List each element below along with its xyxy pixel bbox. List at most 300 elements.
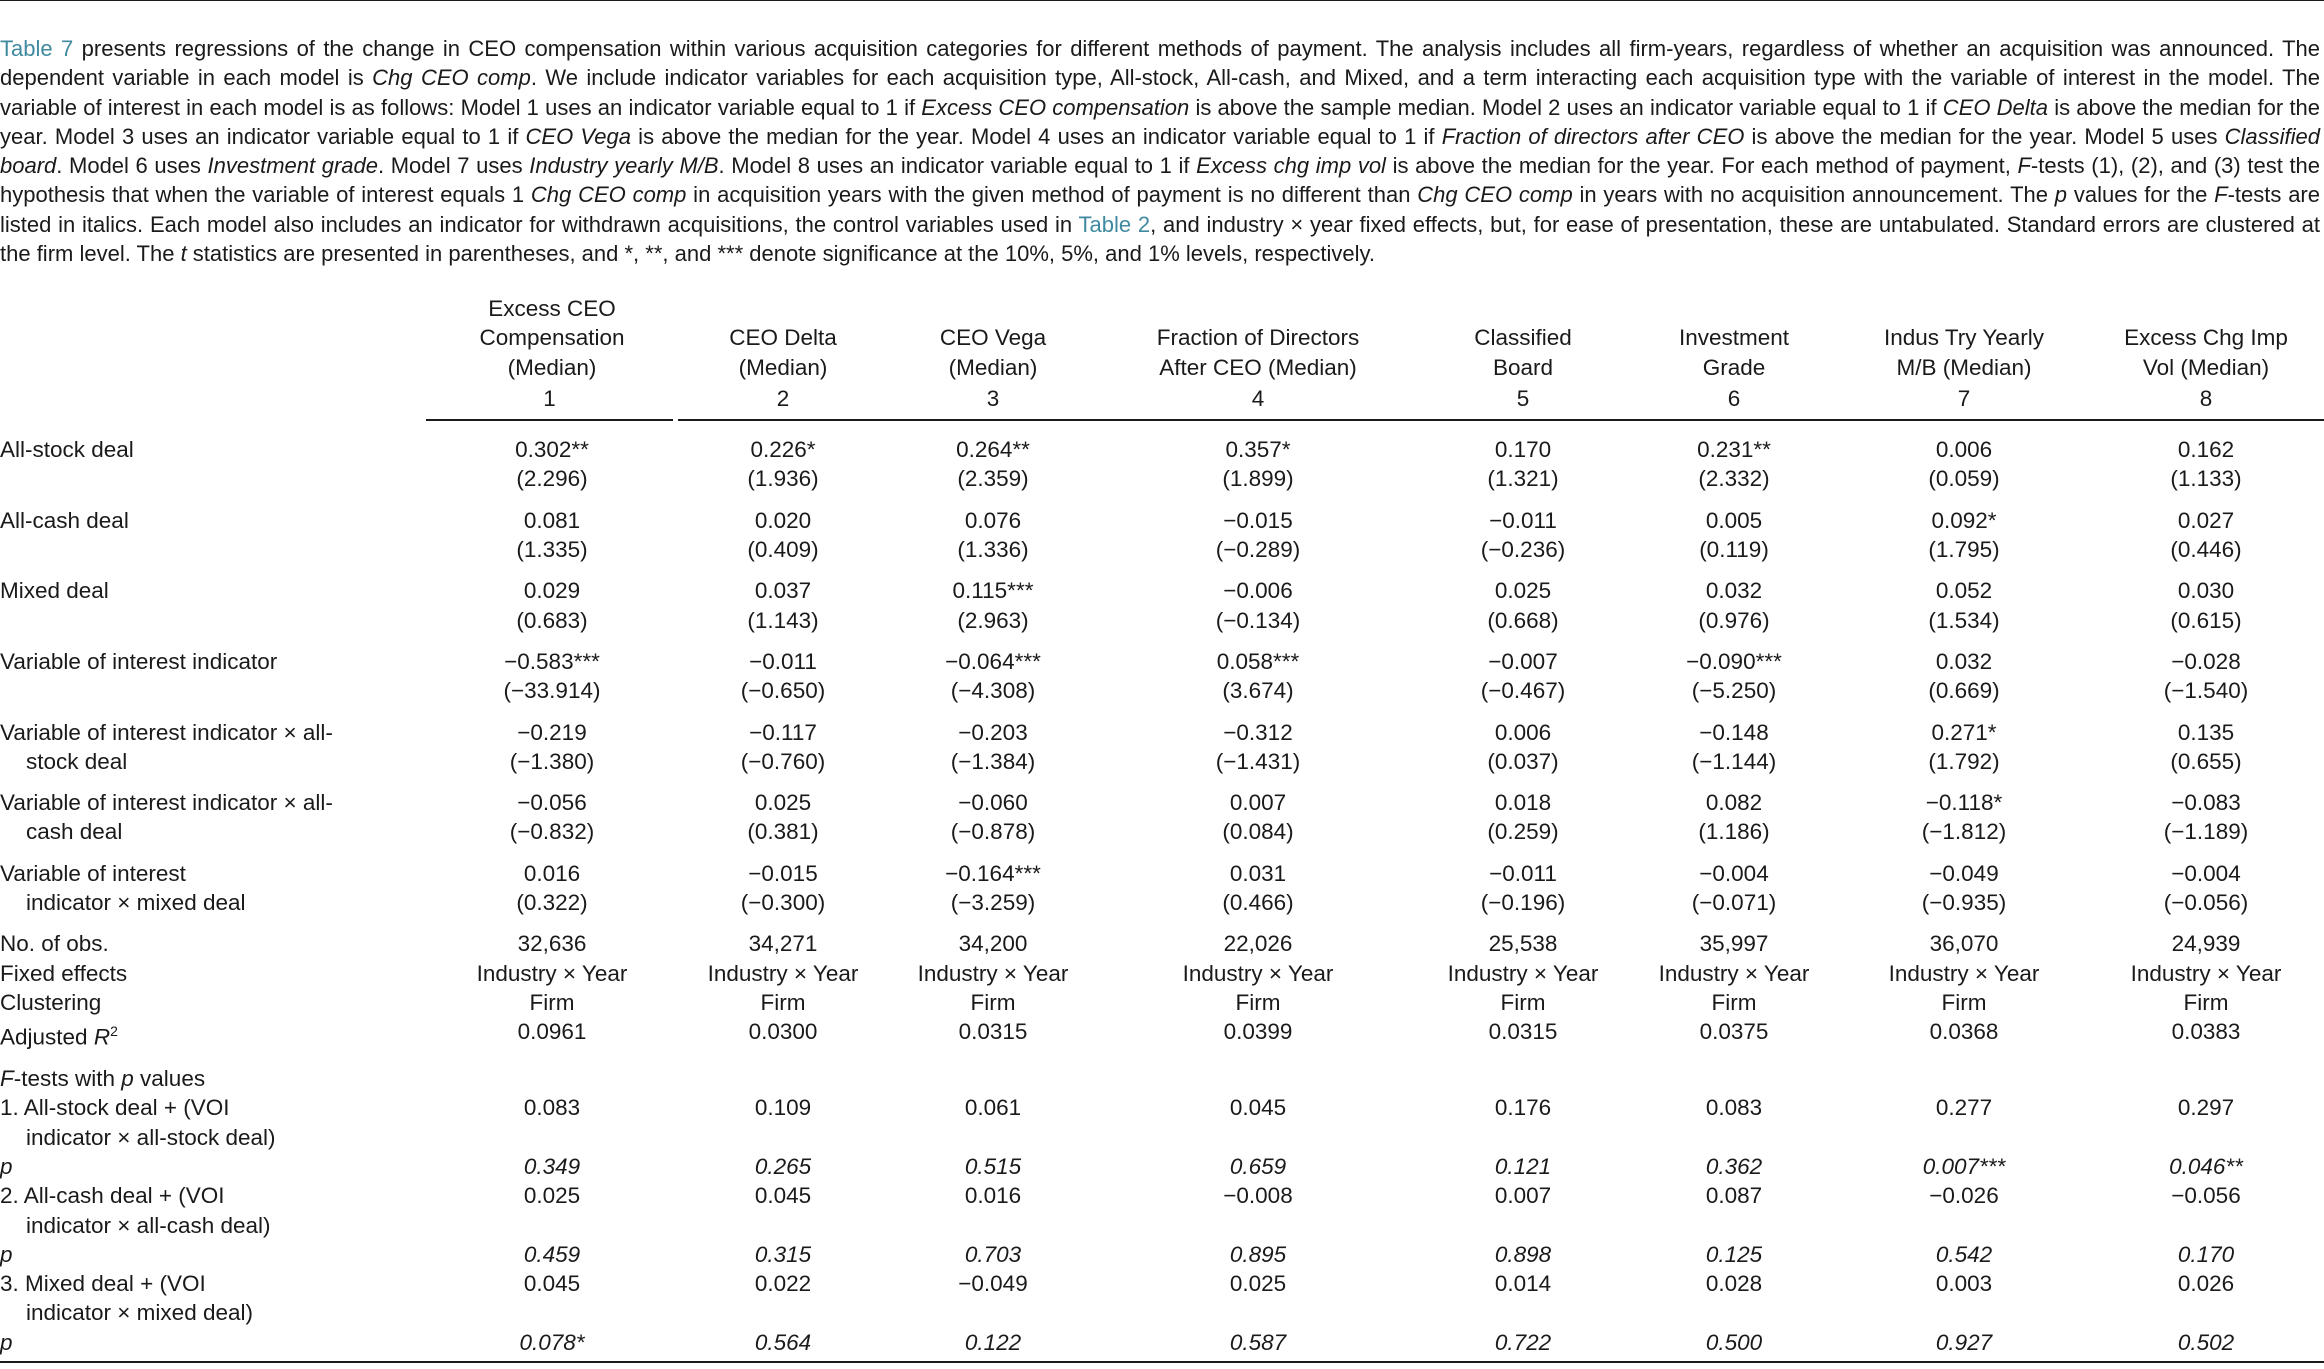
p-label: p xyxy=(0,1241,13,1267)
ftests-title-italic: p xyxy=(121,1066,134,1092)
row-label-line: Variable of interest xyxy=(0,860,186,886)
ftest-p-row xyxy=(0,1152,2324,1181)
ftests-title-italic: F xyxy=(0,1066,14,1092)
coef-cell: 0.052 xyxy=(1935,578,1993,604)
stat-cell: 0.0961 xyxy=(517,1019,587,1045)
ftest-label xyxy=(0,1093,426,1152)
p-value-cell: 0.502 xyxy=(2177,1329,2235,1355)
column-header-6: Investment xyxy=(1678,325,1790,351)
coef-cell: 0.135 xyxy=(2177,719,2235,745)
caption-text: values for the xyxy=(2067,182,2215,208)
coef-cell: 0.081 xyxy=(523,507,581,533)
stat-label: No. of obs. xyxy=(0,931,109,957)
row-label-line: Variable of interest indicator × all- xyxy=(0,790,333,816)
ftest-value-cell: 0.014 xyxy=(1494,1271,1552,1297)
caption-italic: Investment grade xyxy=(207,153,378,179)
caption-text: in acquisition years with the given method of payment is no different than xyxy=(686,182,1418,208)
tstat-cell: (0.669) xyxy=(1928,678,2000,704)
caption-text: in years with no acquisition announcement. The xyxy=(1572,182,2055,208)
coef-cell: −0.004 xyxy=(1699,860,1769,886)
column-header-2: (Median) xyxy=(738,354,828,380)
ftest-value-cell: −0.008 xyxy=(1223,1183,1293,1209)
coef-cell: 0.025 xyxy=(1494,578,1552,604)
ftest-value-cell: 0.277 xyxy=(1935,1095,1993,1121)
coef-cell: 0.031 xyxy=(1229,860,1287,886)
stat-cell: 0.0399 xyxy=(1223,1019,1293,1045)
column-number-3: 3 xyxy=(888,384,1098,421)
ftest-value-cell: 0.061 xyxy=(964,1095,1022,1121)
coef-cell: −0.148 xyxy=(1699,719,1769,745)
ftest-label-line: 1. All-stock deal + (VOI xyxy=(0,1095,230,1121)
tstat-cell: (−1.540) xyxy=(2163,678,2249,704)
column-header-4 xyxy=(1098,294,1418,323)
caption-italic: F xyxy=(2214,182,2228,208)
ftest-value-cell: 0.109 xyxy=(754,1095,812,1121)
coef-cell: 0.037 xyxy=(754,578,812,604)
column-header-1: (Median) xyxy=(507,354,597,380)
tstat-cell: (1.321) xyxy=(1487,466,1559,492)
column-header-4: After CEO (Median) xyxy=(1159,354,1357,380)
ftest-value-cell: 0.022 xyxy=(754,1271,812,1297)
coef-cell: −0.015 xyxy=(748,860,818,886)
table-caption xyxy=(0,34,2320,268)
ftest-value-cell: 0.083 xyxy=(523,1095,581,1121)
tstat-cell: (1.534) xyxy=(1928,607,2000,633)
coef-cell: −0.083 xyxy=(2171,790,2241,816)
p-value-cell: 0.046** xyxy=(2169,1153,2243,1179)
stat-cell: Firm xyxy=(2183,989,2229,1015)
column-header-4: Fraction of Directors xyxy=(1156,325,1360,351)
row-label-line: All-stock deal xyxy=(0,437,134,463)
caption-text: . Model 7 uses xyxy=(378,153,530,179)
tstat-cell: (0.466) xyxy=(1222,890,1294,916)
stat-cell: 34,271 xyxy=(748,931,818,957)
ftest-p-row xyxy=(0,1240,2324,1269)
p-value-cell: 0.362 xyxy=(1705,1153,1763,1179)
caption-italic: CEO Delta xyxy=(1942,94,2048,120)
column-header-8: Vol (Median) xyxy=(2142,354,2270,380)
coef-cell: 0.032 xyxy=(1705,578,1763,604)
coef-cell: 0.006 xyxy=(1494,719,1552,745)
ftest-value-cell: −0.049 xyxy=(958,1271,1028,1297)
ftest-value-cell: 0.016 xyxy=(964,1183,1022,1209)
ftests-title-text: -tests with xyxy=(13,1066,122,1092)
column-number-5: 5 xyxy=(1418,384,1628,421)
regression-table xyxy=(0,294,2324,1357)
stat-cell: 35,997 xyxy=(1699,931,1769,957)
coef-cell: −0.006 xyxy=(1223,578,1293,604)
tstat-cell: (−0.300) xyxy=(740,890,826,916)
column-number-4: 4 xyxy=(1098,384,1418,421)
coef-cell: −0.060 xyxy=(958,790,1028,816)
column-number-7: 7 xyxy=(1840,384,2088,421)
coef-cell: −0.312 xyxy=(1223,719,1293,745)
ftest-value-cell: 0.007 xyxy=(1494,1183,1552,1209)
header-row xyxy=(0,323,2324,352)
column-header-2: CEO Delta xyxy=(729,325,837,351)
ftest-value-cell: 0.045 xyxy=(1229,1095,1287,1121)
ftest-label-line: 2. All-cash deal + (VOI xyxy=(0,1183,225,1209)
stat-cell: 36,070 xyxy=(1929,931,1999,957)
coef-cell: 0.006 xyxy=(1935,437,1993,463)
ftest-value-cell: 0.025 xyxy=(1229,1271,1287,1297)
tstat-cell: (−0.878) xyxy=(950,819,1036,845)
ftest-value-cell: 0.026 xyxy=(2177,1271,2235,1297)
header-spacer xyxy=(0,323,426,352)
coef-cell: 0.016 xyxy=(523,860,581,886)
coef-cell: −0.118* xyxy=(1925,790,2003,816)
stat-row xyxy=(0,959,2324,988)
stat-label: Fixed effects xyxy=(0,960,128,986)
table-row xyxy=(0,776,2324,817)
coef-cell: −0.056 xyxy=(517,790,587,816)
tstat-cell: (0.976) xyxy=(1698,607,1770,633)
column-number-6: 6 xyxy=(1628,384,1840,421)
ftests-title-text: values xyxy=(133,1066,206,1092)
column-number-cell xyxy=(1418,382,1628,421)
coef-cell: 0.058*** xyxy=(1216,648,1300,674)
column-header-3 xyxy=(888,294,1098,323)
ftest-value-cell: 0.045 xyxy=(754,1183,812,1209)
tstat-cell: (−0.650) xyxy=(740,678,826,704)
coef-cell: −0.064*** xyxy=(945,648,1041,674)
stat-cell: Industry × Year xyxy=(2130,960,2282,986)
stat-row xyxy=(0,1017,2324,1052)
column-header-1: Compensation xyxy=(479,325,625,351)
ftest-label xyxy=(0,1269,426,1328)
tstat-cell: (0.084) xyxy=(1222,819,1294,845)
column-header-1: Excess CEO xyxy=(488,296,616,321)
coef-cell: 0.020 xyxy=(754,507,812,533)
p-value-cell: 0.564 xyxy=(754,1329,812,1355)
ftest-label-line: indicator × all-stock deal) xyxy=(26,1124,276,1150)
p-value-cell: 0.125 xyxy=(1705,1241,1763,1267)
table-row xyxy=(0,564,2324,605)
caption-text: presents regressions of the change in CEO compensation within various acquisition categories for different methods of payment. The analysis includes all firm-years, regardless of whether an acquisition was announced. The dependent variable in each model is xyxy=(0,36,2320,91)
tstat-cell: (−0.467) xyxy=(1480,678,1566,704)
header-row xyxy=(0,353,2324,382)
coef-cell: 0.115*** xyxy=(952,578,1034,604)
caption-italic: Excess chg imp vol xyxy=(1196,153,1386,179)
coef-cell: 0.007 xyxy=(1229,790,1287,816)
p-value-cell: 0.515 xyxy=(964,1153,1022,1179)
header-spacer xyxy=(0,382,426,421)
column-header-6 xyxy=(1628,294,1840,323)
stat-cell: 24,939 xyxy=(2171,931,2241,957)
header-row xyxy=(0,294,2324,323)
stat-cell: Firm xyxy=(760,989,806,1015)
caption-italic: Chg CEO comp xyxy=(1417,182,1573,208)
caption-italic: F xyxy=(2017,153,2031,179)
tstat-cell: (1.792) xyxy=(1928,748,2000,774)
column-number-cell xyxy=(1628,382,1840,421)
tstat-cell: (1.795) xyxy=(1928,537,2000,563)
caption-italic: Chg CEO comp xyxy=(372,65,531,91)
p-value-cell: 0.587 xyxy=(1229,1329,1287,1355)
tstat-cell: (1.133) xyxy=(2170,466,2242,492)
p-value-cell: 0.895 xyxy=(1229,1241,1287,1267)
ftest-label-line: indicator × mixed deal) xyxy=(26,1300,253,1326)
stat-cell: Industry × Year xyxy=(1182,960,1334,986)
column-number-cell xyxy=(426,382,678,421)
column-number-row xyxy=(0,382,2324,421)
column-header-6: Grade xyxy=(1702,354,1766,380)
caption-text: statistics are presented in parentheses, and *, **, and *** denote significance at the 10%, 5%, and 1% levels, respectively. xyxy=(186,241,1375,267)
caption-text: -tests are listed in italics. Each model also includes an indicator for withdrawn acquisitions, the control variables used in xyxy=(0,182,2320,237)
tstat-cell: (1.899) xyxy=(1222,466,1294,492)
ftest-label-line: 3. Mixed deal + (VOI xyxy=(0,1271,206,1297)
stat-cell: 0.0315 xyxy=(958,1019,1028,1045)
caption-text: is above the median for the year. For each method of payment, xyxy=(1385,153,2018,179)
row-label xyxy=(0,706,426,777)
p-value-cell: 0.542 xyxy=(1935,1241,1993,1267)
row-label-line: indicator × mixed deal xyxy=(26,890,246,916)
ftest-value-cell: 0.025 xyxy=(523,1183,581,1209)
coef-cell: 0.271* xyxy=(1931,719,1997,745)
coef-cell: 0.226* xyxy=(750,437,816,463)
tstat-cell: (−1.189) xyxy=(2163,819,2249,845)
stat-cell: 0.0375 xyxy=(1699,1019,1769,1045)
row-label-line: Variable of interest indicator xyxy=(0,648,278,674)
tstat-cell: (−0.071) xyxy=(1691,890,1777,916)
coef-cell: −0.583*** xyxy=(504,648,600,674)
caption-italic: Classified board xyxy=(0,123,2321,179)
p-value-cell: 0.349 xyxy=(523,1153,581,1179)
stat-cell: 32,636 xyxy=(517,931,587,957)
caption-text: . We include indicator variables for each acquisition type, All-stock, All-cash, and Mixed, and a term interacting each acquisition type with the variable of interest in the model. The variable of interest in each model is as follows: Model 1 uses an indicator variable equal to 1 if xyxy=(0,65,2320,120)
caption-text: is above the sample median. Model 2 uses an indicator variable equal to 1 if xyxy=(1189,94,1943,120)
tstat-cell: (2.332) xyxy=(1698,466,1770,492)
table-2-link[interactable]: Table 2 xyxy=(1078,211,1151,237)
caption-text: . Model 6 uses xyxy=(56,153,208,179)
stat-cell: 0.0368 xyxy=(1929,1019,1999,1045)
tstat-cell: (−1.380) xyxy=(509,748,595,774)
bottom-rule xyxy=(0,1361,2324,1363)
column-header-7: Indus Try Yearly xyxy=(1883,325,2045,351)
column-number-cell xyxy=(1840,382,2088,421)
tstat-cell: (0.322) xyxy=(516,890,588,916)
coef-cell: 0.025 xyxy=(754,790,812,816)
table-row xyxy=(0,706,2324,747)
stat-cell: Industry × Year xyxy=(1888,960,2040,986)
ftest-value-cell: 0.028 xyxy=(1705,1271,1763,1297)
p-value-cell: 0.703 xyxy=(964,1241,1022,1267)
stat-label: Clustering xyxy=(0,989,102,1015)
p-value-cell: 0.500 xyxy=(1705,1329,1763,1355)
row-label-line: stock deal xyxy=(26,748,128,774)
tstat-cell: (−4.308) xyxy=(950,678,1036,704)
tstat-cell: (−1.144) xyxy=(1691,748,1777,774)
tstat-cell: (1.936) xyxy=(747,466,819,492)
stat-cell: Industry × Year xyxy=(1447,960,1599,986)
tstat-cell: (−5.250) xyxy=(1691,678,1777,704)
stat-cell: Firm xyxy=(529,989,575,1015)
tstat-cell: (0.668) xyxy=(1487,607,1559,633)
p-value-cell: 0.898 xyxy=(1494,1241,1552,1267)
ftest-value-cell: 0.083 xyxy=(1705,1095,1763,1121)
coef-cell: −0.049 xyxy=(1929,860,1999,886)
column-header-8 xyxy=(2088,294,2324,323)
p-label: p xyxy=(0,1329,13,1355)
caption-italic: Fraction of directors after CEO xyxy=(1441,123,1745,149)
tstat-cell: (−0.760) xyxy=(740,748,826,774)
coef-cell: −0.007 xyxy=(1488,648,1558,674)
header-spacer xyxy=(0,353,426,382)
caption-text: is above the median for the year. Model 3 uses an indicator variable equal to 1 if xyxy=(0,94,2321,149)
stat-cell: Industry × Year xyxy=(1658,960,1810,986)
stat-cell: Industry × Year xyxy=(917,960,1069,986)
coef-cell: −0.090*** xyxy=(1686,648,1782,674)
ftest-value-cell: −0.056 xyxy=(2171,1183,2241,1209)
tstat-cell: (0.381) xyxy=(747,819,819,845)
caption-italic: t xyxy=(180,241,187,267)
row-label-line: All-cash deal xyxy=(0,507,129,533)
tstat-cell: (3.674) xyxy=(1222,678,1294,704)
tstat-cell: (−0.289) xyxy=(1215,537,1301,563)
caption-italic: Excess CEO compensation xyxy=(921,94,1190,120)
column-number-1: 1 xyxy=(426,384,673,421)
column-header-5 xyxy=(1418,294,1628,323)
tstat-cell: (0.446) xyxy=(2170,537,2242,563)
row-label-line: cash deal xyxy=(26,819,123,845)
tstat-cell: (−0.056) xyxy=(2163,890,2249,916)
stat-cell: 34,200 xyxy=(958,931,1028,957)
tstat-cell: (−3.259) xyxy=(950,890,1036,916)
coef-cell: 0.005 xyxy=(1705,507,1763,533)
tstat-cell: (−0.935) xyxy=(1921,890,2007,916)
ftest-value-cell: 0.176 xyxy=(1494,1095,1552,1121)
tstat-cell: (−1.431) xyxy=(1215,748,1301,774)
p-value-cell: 0.927 xyxy=(1935,1329,1993,1355)
caption-italic: p xyxy=(2054,182,2068,208)
column-header-3: (Median) xyxy=(948,354,1038,380)
row-label xyxy=(0,847,426,918)
p-label: p xyxy=(0,1153,13,1179)
coef-cell: 0.170 xyxy=(1494,437,1552,463)
column-number-cell xyxy=(1098,382,1418,421)
column-header-5: Board xyxy=(1492,354,1554,380)
tstat-cell: (0.683) xyxy=(516,607,588,633)
tstat-cell: (1.336) xyxy=(957,537,1029,563)
tstat-cell: (0.615) xyxy=(2170,607,2242,633)
r2-symbol: R xyxy=(93,1024,111,1050)
coef-cell: 0.162 xyxy=(2177,437,2235,463)
caption-text: , and industry × year fixed effects, but, for ease of presentation, these are untabulated. Standard errors are clustered at the firm level. The xyxy=(0,211,2320,267)
column-number-cell xyxy=(678,382,888,421)
row-label-line: Mixed deal xyxy=(0,578,109,604)
top-rule xyxy=(0,0,2324,1)
column-header-3: CEO Vega xyxy=(939,325,1047,351)
stat-cell: 0.0300 xyxy=(748,1019,818,1045)
row-label xyxy=(0,564,426,635)
coef-cell: −0.011 xyxy=(1489,507,1557,533)
column-number-cell xyxy=(2088,382,2324,421)
caption-italic: Chg CEO comp xyxy=(530,182,687,208)
p-value-cell: 0.659 xyxy=(1229,1153,1287,1179)
r2-label: Adjusted xyxy=(0,1024,94,1050)
p-value-cell: 0.007*** xyxy=(1922,1153,2006,1179)
tstat-cell: (0.037) xyxy=(1487,748,1559,774)
column-header-7: M/B (Median) xyxy=(1896,354,2032,380)
stat-cell: Firm xyxy=(1941,989,1987,1015)
tstat-cell: (1.186) xyxy=(1698,819,1770,845)
p-value-cell: 0.459 xyxy=(523,1241,581,1267)
caption-text: -tests (1), (2), and (3) test the hypothesis that when the variable of interest equals 1 xyxy=(0,153,2321,208)
stat-cell: 25,538 xyxy=(1488,931,1558,957)
table-row xyxy=(0,421,2324,464)
stat-label xyxy=(0,1017,426,1052)
coef-cell: 0.030 xyxy=(2177,578,2235,604)
row-label xyxy=(0,421,426,494)
coef-cell: −0.015 xyxy=(1223,507,1293,533)
column-number-8: 8 xyxy=(2088,384,2324,421)
r2-superscript: 2 xyxy=(110,1023,118,1040)
ftests-title-row xyxy=(0,1052,2324,1093)
p-value-cell: 0.122 xyxy=(964,1329,1022,1355)
tstat-cell: (0.119) xyxy=(1699,537,1769,563)
tstat-cell: (1.143) xyxy=(747,607,819,633)
coef-cell: 0.076 xyxy=(964,507,1022,533)
tstat-cell: (0.655) xyxy=(2170,748,2242,774)
coef-cell: 0.027 xyxy=(2177,507,2235,533)
ftests-title xyxy=(0,1052,2324,1093)
coef-cell: 0.032 xyxy=(1935,648,1993,674)
coef-cell: −0.164*** xyxy=(945,860,1041,886)
table-row xyxy=(0,847,2324,888)
row-label-line: Variable of interest indicator × all- xyxy=(0,719,333,745)
ftest-label-line: indicator × all-cash deal) xyxy=(26,1212,271,1238)
column-header-7 xyxy=(1840,294,2088,323)
coef-cell: −0.011 xyxy=(1489,860,1557,886)
tstat-cell: (0.259) xyxy=(1487,819,1559,845)
coef-cell: −0.011 xyxy=(749,648,817,674)
coef-cell: 0.092* xyxy=(1931,507,1997,533)
row-label xyxy=(0,776,426,847)
stat-cell: Firm xyxy=(1235,989,1281,1015)
stat-cell: Industry × Year xyxy=(476,960,628,986)
table-7-link[interactable]: Table 7 xyxy=(0,36,74,61)
coef-cell: 0.029 xyxy=(523,578,581,604)
p-value-cell: 0.078* xyxy=(519,1329,585,1355)
column-header-5: Classified xyxy=(1474,325,1572,351)
p-value-cell: 0.722 xyxy=(1494,1329,1552,1355)
row-label xyxy=(0,494,426,565)
tstat-cell: (2.359) xyxy=(957,466,1029,492)
stat-cell: 22,026 xyxy=(1223,931,1293,957)
stat-row xyxy=(0,988,2324,1017)
column-header-2 xyxy=(678,294,888,323)
column-header-8: Excess Chg Imp xyxy=(2124,325,2288,351)
coef-cell: 0.082 xyxy=(1705,790,1763,816)
caption-text: is above the median for the year. Model 5 uses xyxy=(1744,123,2225,149)
tstat-cell: (−0.236) xyxy=(1480,537,1566,563)
ftest-label xyxy=(0,1181,426,1240)
coef-cell: 0.231** xyxy=(1697,437,1771,463)
column-number-2: 2 xyxy=(678,384,888,421)
tstat-cell: (0.059) xyxy=(1928,466,2000,492)
tstat-cell: (−0.832) xyxy=(509,819,595,845)
stat-cell: Firm xyxy=(1500,989,1546,1015)
p-value-cell: 0.121 xyxy=(1494,1153,1552,1179)
coef-cell: −0.117 xyxy=(749,719,817,745)
stat-cell: 0.0315 xyxy=(1488,1019,1558,1045)
stat-cell: Firm xyxy=(1711,989,1757,1015)
row-label xyxy=(0,635,426,706)
ftest-value-cell: 0.003 xyxy=(1935,1271,1993,1297)
tstat-cell: (0.409) xyxy=(747,537,819,563)
caption-text: is above the median for the year. Model 4 uses an indicator variable equal to 1 if xyxy=(630,123,1442,149)
tstat-cell: (−0.134) xyxy=(1215,607,1301,633)
